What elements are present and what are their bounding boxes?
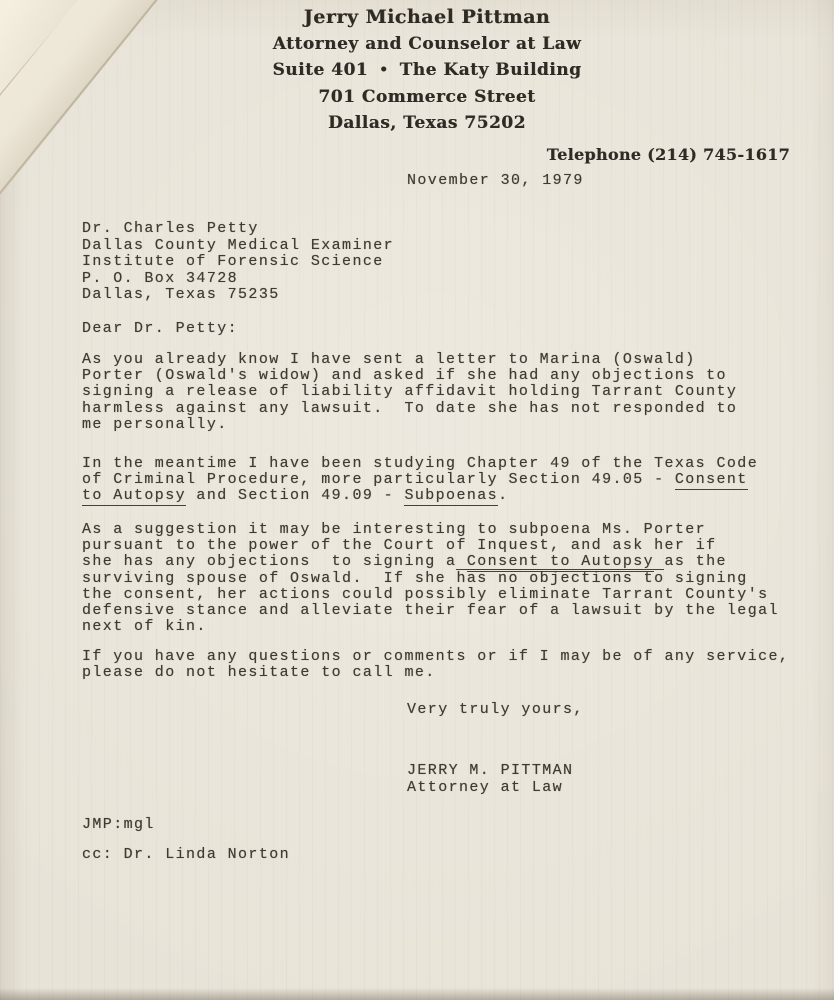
date-line: November 30, 1979 (407, 172, 584, 189)
letterhead-name: Jerry Michael Pittman (303, 6, 551, 28)
paragraph (82, 456, 758, 505)
body-line (82, 368, 737, 384)
body-line (82, 522, 779, 538)
text-segment: signing (664, 569, 748, 587)
salutation: Dear Dr. Petty: (82, 320, 239, 337)
text-segment: next of kin. (82, 618, 207, 636)
text-segment: surviving spouse of Oswald. If she (82, 569, 457, 587)
signature-title: Attorney at Law (407, 778, 564, 796)
text-segment: . (498, 487, 509, 505)
body-line (82, 456, 758, 472)
paragraph (82, 352, 737, 433)
body-line (82, 488, 758, 504)
text-segment: In the meantime I have been studying Chapter 49 of the Texas Code (82, 455, 759, 472)
text-segment: As you already know I have sent a letter to Marina (Oswald) (82, 351, 696, 368)
text-segment: As a suggestion it may be interesting to subpoena Ms. Porter (82, 521, 707, 538)
body-line (82, 384, 737, 400)
body-line (82, 472, 758, 488)
body-line (82, 619, 779, 635)
text-segment: she has any objections to signing a (82, 553, 467, 571)
underlined-text: Consent to Autopsy (466, 553, 655, 571)
letterhead-building: The Katy Building (399, 60, 582, 80)
telephone-number: (214) 745-1617 (647, 145, 790, 164)
recipient-line: Institute of Forensic Science (82, 253, 384, 271)
text-segment: defensive stance and alleviate their fear of a lawsuit by the legal (82, 602, 779, 620)
text-segment: pursuant to the power of the Court of Inquest, and ask her if (82, 537, 717, 555)
body-line (82, 665, 789, 681)
cc-line: cc: Dr. Linda Norton (82, 846, 291, 863)
body-line (82, 538, 779, 554)
recipient-line: P. O. Box 34728 (82, 269, 239, 287)
signature-name: JERRY M. PITTMAN (407, 762, 574, 779)
letterhead-suite: Suite 401 (272, 60, 369, 80)
text-segment: harmless against any lawsuit. To date she has not responded to (82, 399, 738, 417)
text-segment: please do not hesitate to call me. (82, 664, 436, 682)
paragraph (82, 649, 789, 681)
text-segment: of Criminal Procedure, more particularly Section 49.05 - (82, 471, 675, 489)
underlined-text: Subpoenas (404, 487, 499, 505)
body-line (82, 587, 779, 603)
reference-initials: JMP:mgl (82, 816, 155, 833)
letterhead-title: Attorney and Counselor at Law (272, 33, 582, 54)
letterhead-city: Dallas, Texas 75202 (328, 113, 526, 133)
signature-block (407, 763, 573, 797)
underlined-text: Consent (674, 471, 748, 489)
telephone-label: Telephone (546, 145, 642, 164)
text-segment: as the (654, 553, 727, 571)
text-segment: signing a release of liability affidavit holding Tarrant County (82, 383, 738, 401)
text-segment: and Section 49.09 - (186, 487, 405, 505)
letterhead-street: 701 Commerce Street (318, 86, 536, 107)
body-line (82, 554, 779, 570)
underlined-text: to Autopsy (82, 487, 187, 505)
recipient-line: Dallas County Medical Examiner (82, 236, 395, 254)
bullet-separator-icon: • (379, 62, 389, 78)
text-segment: Porter (Oswald's widow) and asked if she had any objections to (82, 367, 727, 385)
overlined-text: has no objections to (456, 569, 665, 587)
paragraph (82, 522, 779, 635)
text-segment: the consent, her actions could possibly eliminate Tarrant County's (82, 585, 769, 603)
closing: Very truly yours, (407, 701, 584, 718)
body-line (82, 603, 779, 619)
recipient-line: Dr. Charles Petty (82, 220, 259, 237)
body-line (82, 352, 737, 368)
text-segment: If you have any questions or comments or if I may be of any service, (82, 648, 790, 665)
body-line (82, 571, 779, 587)
recipient-line: Dallas, Texas 75235 (82, 286, 280, 304)
text-segment: me personally. (82, 415, 228, 433)
body-line (82, 417, 737, 433)
body-line (82, 401, 737, 417)
body-line (82, 649, 789, 665)
